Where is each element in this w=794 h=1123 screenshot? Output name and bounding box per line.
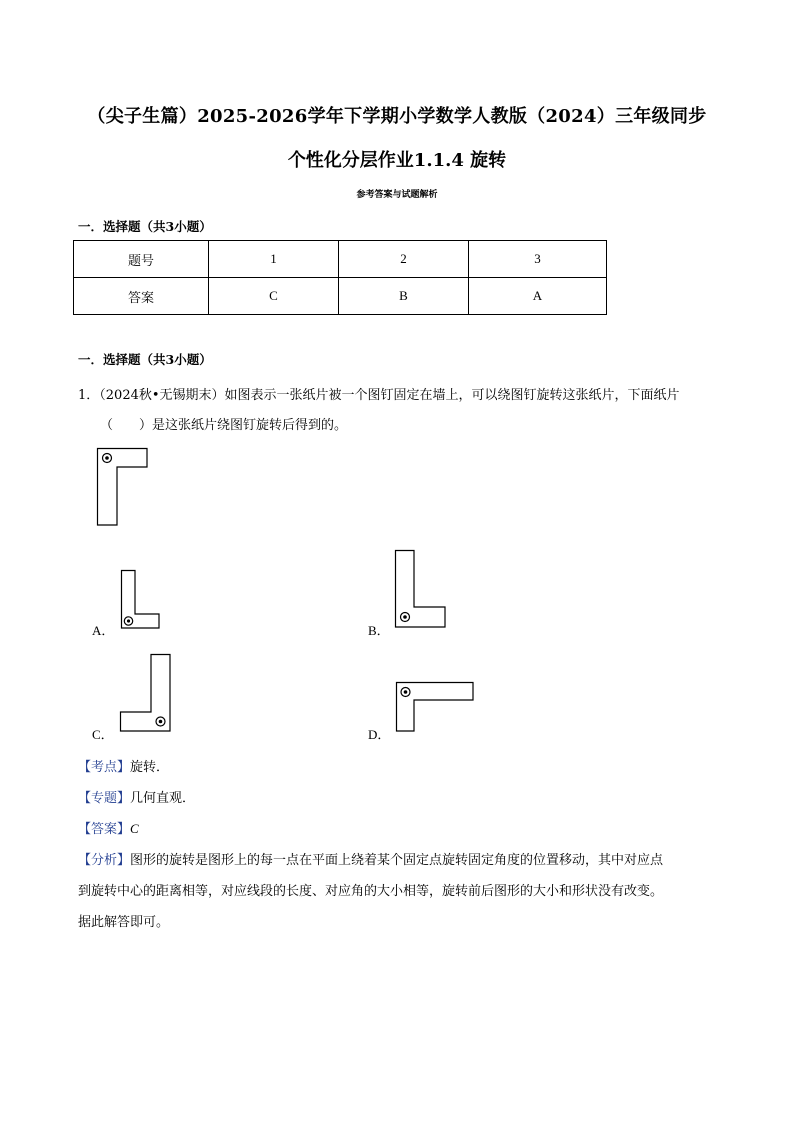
table-row — [74, 278, 607, 315]
option-d-figure — [396, 682, 476, 734]
document-title-line2: 个性化分层作业1.1.4 旋转 — [287, 150, 507, 171]
table-cell: 1 — [209, 241, 339, 278]
option-d-label: D． — [368, 727, 391, 742]
option-a-label: A． — [92, 623, 115, 638]
daan-row — [78, 818, 738, 837]
table-cell: C — [209, 278, 339, 315]
fenxi-line3: 据此解答即可。 — [78, 915, 170, 930]
fenxi-tag: 【分析】 — [78, 853, 131, 868]
table-cell: 3 — [468, 241, 606, 278]
table-cell: B — [338, 278, 468, 315]
kaodian-row — [78, 756, 738, 775]
answer-section-heading: 一．选择题（共3小题） — [78, 219, 212, 234]
answer-table — [73, 240, 607, 315]
original-paper-figure — [97, 448, 151, 528]
question-1-line1: 1．（2024秋•无锡期末）如图表示一张纸片被一个图钉固定在墙上，可以绕图钉旋转这张纸片，下面纸片 — [78, 388, 680, 403]
fenxi-line1 — [78, 845, 738, 876]
kaodian-tag: 【考点】 — [78, 760, 131, 775]
option-b-figure — [395, 550, 448, 630]
question-1-line2: （ ）是这张纸片绕图钉旋转后得到的。 — [100, 418, 348, 433]
kaodian-text: 旋转． — [130, 760, 170, 775]
table-cell: 2 — [338, 241, 468, 278]
fenxi-text-1: 图形的旋转是图形上的每一点在平面上绕着某个固定点旋转固定角度的位置移动，其中对应点 — [130, 853, 664, 868]
table-row — [74, 241, 607, 278]
zhuanti-tag: 【专题】 — [78, 791, 131, 806]
option-c-label: C． — [92, 727, 114, 742]
zhuanti-text: 几何直观． — [130, 791, 196, 806]
question-1-stem — [78, 381, 738, 441]
fenxi-line2: 到旋转中心的距离相等，对应线段的长度、对应角的大小相等，旋转前后图形的大小和形状没有改变。 — [78, 884, 664, 899]
table-cell: 答案 — [74, 278, 209, 315]
fenxi-block — [78, 845, 738, 938]
daan-text: C — [130, 821, 139, 836]
option-c-figure — [120, 654, 173, 734]
document-subtitle: 参考答案与试题解析 — [356, 190, 438, 200]
option-b-label: B． — [368, 623, 390, 638]
daan-tag: 【答案】 — [78, 822, 131, 837]
option-a-figure — [121, 570, 163, 632]
table-cell: A — [468, 278, 606, 315]
detail-section-heading: 一．选择题（共3小题） — [78, 352, 212, 367]
zhuanti-row — [78, 787, 738, 806]
document-title-line1: （尖子生篇）2025-2026学年下学期小学数学人教版（2024）三年级同步 — [87, 106, 707, 127]
table-cell: 题号 — [74, 241, 209, 278]
